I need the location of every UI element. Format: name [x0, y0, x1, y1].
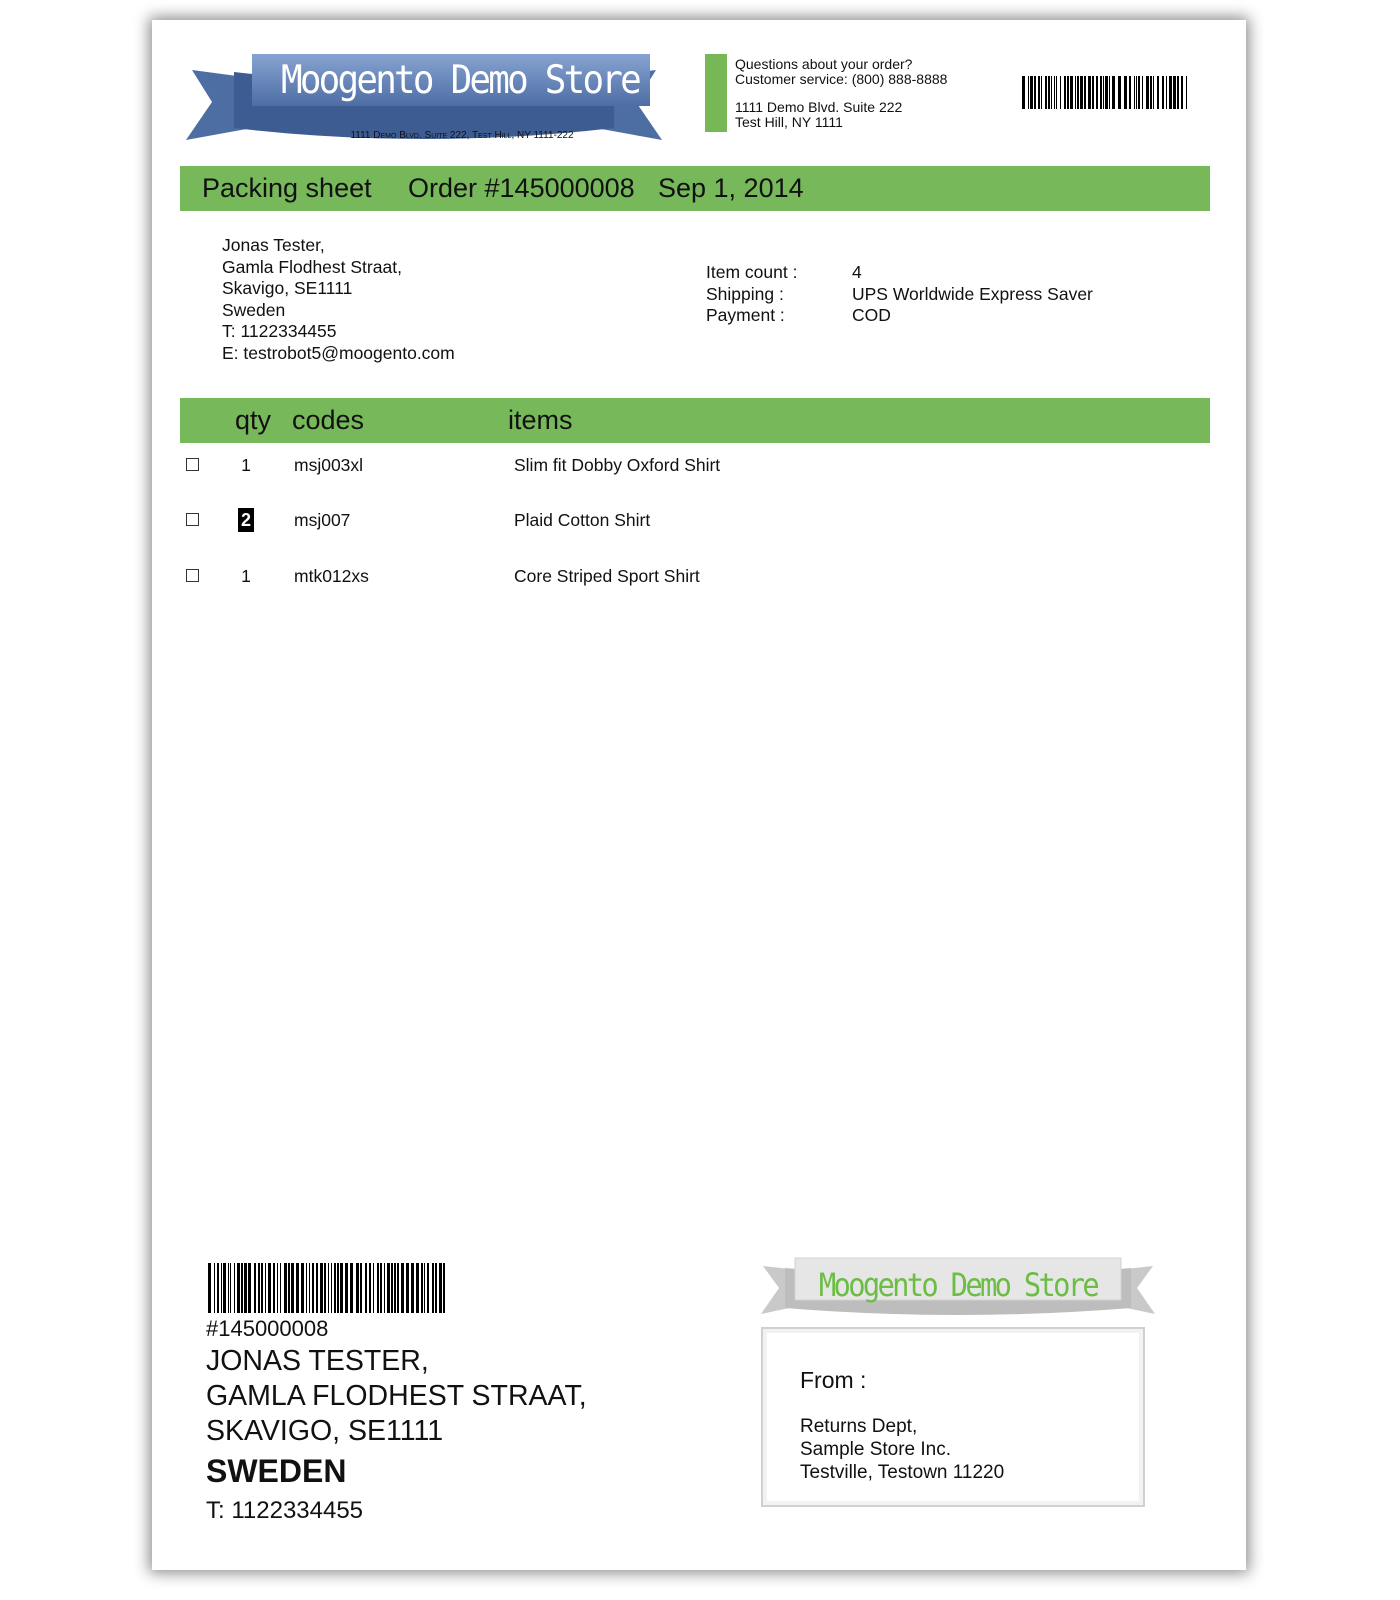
contact-line: Test Hill, NY 1111: [735, 114, 843, 130]
customer-email: E: testrobot5@moogento.com: [222, 342, 455, 363]
return-address-line: Sample Store Inc.: [800, 1439, 952, 1460]
order-barcode-top: [1020, 76, 1190, 109]
contact-line: Customer service: (800) 888-8888: [735, 71, 948, 87]
item-qty-highlighted: 2: [238, 508, 254, 532]
shipping-name: JONAS TESTER,: [206, 1345, 429, 1377]
return-logo-banner: [759, 1256, 1157, 1326]
shipping-street: GAMLA FLODHEST STRAAT,: [206, 1380, 587, 1412]
customer-address: [222, 235, 455, 364]
customer-street: Gamla Flodhest Straat,: [222, 256, 402, 277]
return-store-name: Moogento Demo Store: [818, 1266, 1098, 1304]
item-count-label: Item count :: [706, 262, 798, 282]
store-logo-address: 1111 Demo Blvd. Suite 222, Test Hill, NY 1111-222: [350, 130, 574, 141]
shipping-country: SWEDEN: [206, 1453, 347, 1489]
shipping-label: Shipping :: [706, 283, 784, 304]
item-name: Slim fit Dobby Oxford Shirt: [514, 455, 721, 475]
shipping-value: UPS Worldwide Express Saver: [852, 283, 1093, 304]
contact-block: [735, 57, 947, 130]
doc-type-title: Packing sheet: [202, 173, 372, 203]
item-name: Core Striped Sport Shirt: [514, 566, 700, 586]
order-date: Sep 1, 2014: [658, 173, 804, 203]
table-row: [180, 452, 1210, 482]
contact-line: Questions about your order?: [735, 56, 913, 72]
qty-column-header: qty: [235, 405, 272, 435]
customer-country: Sweden: [222, 299, 286, 320]
return-address-line: Returns Dept,: [800, 1416, 918, 1437]
item-qty: 1: [241, 566, 251, 586]
customer-city: Skavigo, SE1111: [222, 278, 353, 298]
items-column-header: items: [508, 405, 573, 435]
contact-line: 1111 Demo Blvd. Suite 222: [735, 99, 903, 115]
return-address: [800, 1415, 1004, 1484]
packing-sheet-page: [152, 20, 1246, 1570]
return-from-label: From :: [800, 1367, 867, 1393]
item-count-value: 4: [852, 262, 862, 282]
return-address-line: Testville, Testown 11220: [800, 1462, 1005, 1483]
item-name: Plaid Cotton Shirt: [514, 510, 651, 530]
table-row: [180, 507, 1210, 537]
item-code: msj003xl: [294, 455, 364, 475]
store-logo-title: Moogento Demo Store: [281, 58, 639, 103]
pick-checkbox[interactable]: [186, 513, 199, 526]
codes-column-header: codes: [292, 405, 365, 435]
item-code: msj007: [294, 510, 351, 530]
shipping-city: SKAVIGO, SE1111: [206, 1415, 444, 1447]
title-band: [180, 166, 1210, 211]
store-logo-banner: [182, 50, 666, 150]
payment-value: COD: [852, 305, 891, 325]
order-barcode-bottom: [206, 1263, 448, 1313]
item-code: mtk012xs: [294, 566, 369, 586]
order-number: Order #145000008: [408, 173, 635, 203]
items-header-band: [180, 398, 1210, 443]
pick-checkbox[interactable]: [186, 458, 199, 471]
payment-label: Payment :: [706, 305, 785, 325]
shipping-address: [206, 1344, 587, 1449]
shipping-order-number: #145000008: [206, 1316, 329, 1341]
pick-checkbox[interactable]: [186, 569, 199, 582]
shipping-phone: T: 1122334455: [206, 1497, 364, 1524]
customer-name: Jonas Tester,: [222, 235, 325, 255]
contact-accent-bar: [705, 54, 727, 132]
customer-phone: T: 1122334455: [222, 321, 337, 341]
table-row: [180, 563, 1210, 593]
item-qty: 1: [241, 455, 251, 475]
